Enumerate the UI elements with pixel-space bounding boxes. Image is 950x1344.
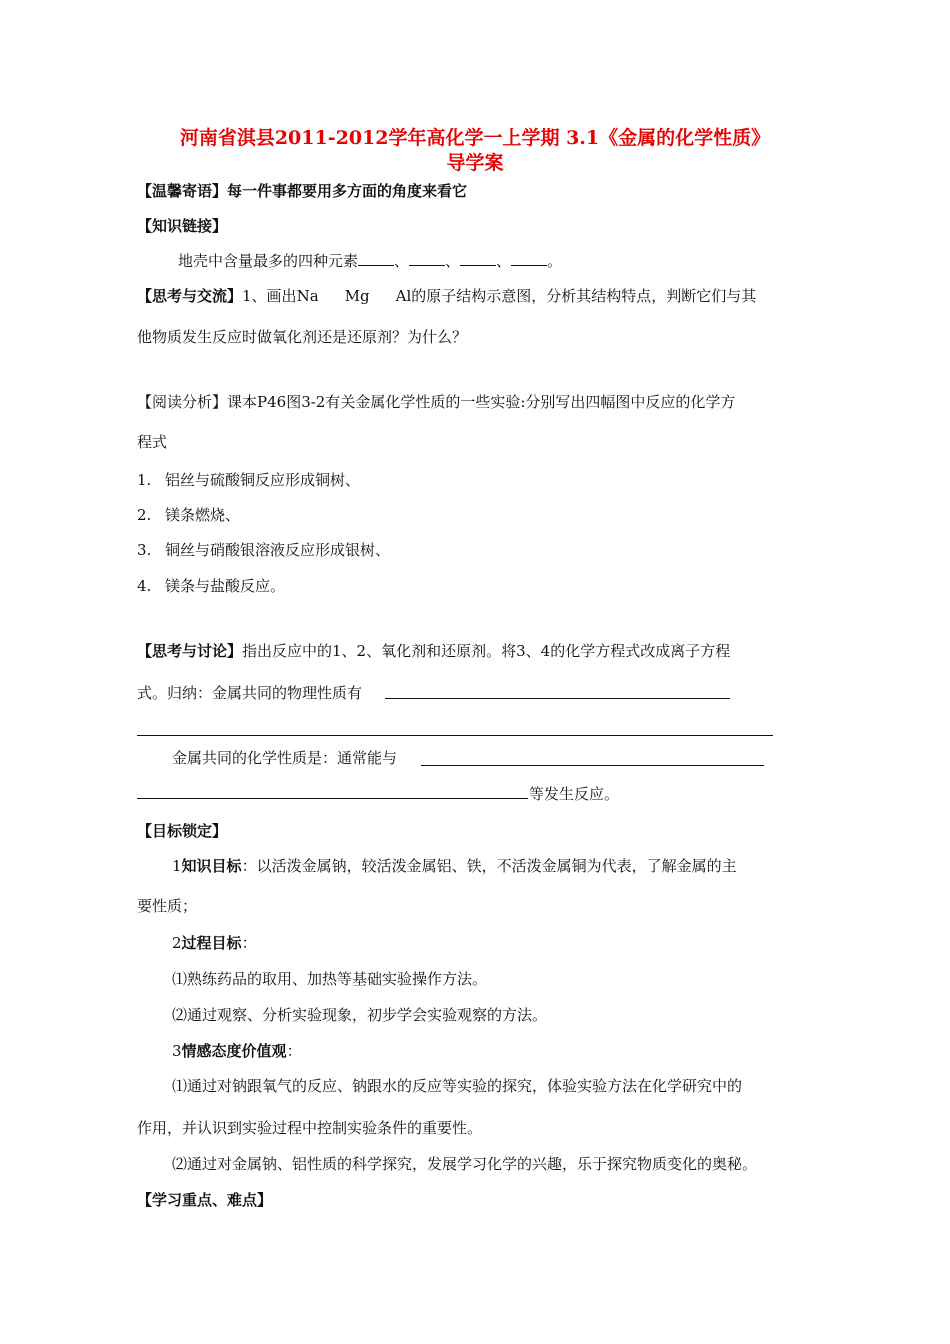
- goal-3-item-1-line2: 作用，并认识到实验过程中控制实验条件的重要性。: [137, 1119, 483, 1137]
- goal-2: [172, 933, 257, 953]
- reading-text: 课本P46图3-2有关金属化学性质的一些实验:分别写出四幅图中反应的化学方: [227, 393, 736, 411]
- separator: 、: [445, 252, 461, 270]
- key-points-heading: 【学习重点、难点】: [137, 1191, 273, 1209]
- item-number: 4.: [137, 577, 152, 595]
- chem-property-prompt: 金属共同的化学性质是：通常能与: [172, 749, 398, 767]
- reaction-item-3: [137, 540, 390, 560]
- goal-1: [172, 856, 737, 876]
- element-mg: Mg: [344, 287, 370, 305]
- knowledge-link-question: [178, 250, 562, 271]
- warm-words-label: 【温馨寄语】: [137, 182, 228, 200]
- reading-line2: 程式: [137, 433, 168, 451]
- goal-1-line2: 要性质；: [137, 897, 198, 915]
- item-text: 铜丝与硝酸银溶液反应形成银树、: [165, 541, 391, 559]
- discussion-line2: [137, 683, 362, 703]
- goal-colon: ：: [241, 934, 257, 952]
- goal-number: 2: [172, 934, 182, 952]
- goal-2-item-1: ⑴熟练药品的取用、加热等基础实验操作方法。: [172, 970, 488, 988]
- discussion-text: 指出反应中的1、2、氧化剂和还原剂。将3、4的化学方程式改成离子方程: [242, 642, 731, 660]
- think-exchange-post: 的原子结构示意图，分析其结构特点，判断它们与其: [411, 287, 757, 305]
- chem-property-end: 等发生反应。: [529, 785, 620, 803]
- physical-property-prompt: 式。归纳：金属共同的物理性质有: [137, 684, 363, 702]
- element-blank-3: [460, 250, 496, 266]
- element-blank-1: [358, 250, 394, 266]
- goal-label: 过程目标: [181, 934, 242, 952]
- goal-label: 情感态度价值观: [181, 1042, 287, 1060]
- period: 。: [547, 252, 563, 270]
- think-exchange-pre: 1、画出: [242, 287, 297, 305]
- item-number: 3.: [137, 541, 152, 559]
- reaction-item-4: [137, 576, 285, 596]
- item-number: 1.: [137, 471, 152, 489]
- reaction-item-2: [137, 505, 240, 525]
- goal-3-item-1: ⑴通过对钠跟氧气的反应、钠跟水的反应等实验的探究，体验实验方法在化学研究中的: [172, 1077, 743, 1095]
- goal-number: 1: [172, 857, 182, 875]
- element-al: Al: [395, 287, 412, 305]
- knowledge-link-prompt: 地壳中含量最多的四种元素: [178, 252, 359, 270]
- element-na: Na: [296, 287, 319, 305]
- goal-3: [172, 1041, 302, 1061]
- reading-label: 【阅读分析】: [137, 393, 228, 411]
- physical-property-blank-2: [137, 735, 773, 736]
- item-number: 2.: [137, 506, 152, 524]
- warm-words: [137, 181, 467, 201]
- separator: 、: [496, 252, 512, 270]
- knowledge-link-heading: 【知识链接】: [137, 217, 228, 235]
- physical-property-blank-1: [385, 698, 730, 699]
- item-text: 镁条燃烧、: [165, 506, 241, 524]
- reaction-item-1: [137, 470, 360, 490]
- item-text: 镁条与盐酸反应。: [165, 577, 286, 595]
- think-exchange-label: 【思考与交流】: [137, 287, 243, 305]
- reading-analysis: [137, 392, 735, 412]
- discussion: [137, 641, 730, 661]
- think-exchange: [137, 286, 756, 306]
- goal-colon: ：: [286, 1042, 302, 1060]
- goal-number: 3: [172, 1042, 182, 1060]
- think-exchange-line2: 他物质发生反应时做氧化剂还是还原剂？为什么？: [137, 328, 468, 346]
- goals-heading: 【目标锁定】: [137, 822, 228, 840]
- goal-label: 知识目标: [181, 857, 242, 875]
- doc-subtitle: 导学案: [446, 152, 504, 174]
- element-blank-2: [409, 250, 445, 266]
- item-text: 铝丝与硫酸铜反应形成铜树、: [165, 471, 361, 489]
- goal-text: ：以活泼金属钠，较活泼金属铝、铁，不活泼金属铜为代表，了解金属的主: [241, 857, 737, 875]
- goal-2-item-2: ⑵通过观察、分析实验现象，初步学会实验观察的方法。: [172, 1006, 548, 1024]
- warm-words-text: 每一件事都要用多方面的角度来看它: [227, 182, 468, 200]
- goal-3-item-2: ⑵通过对金属钠、铝性质的科学探究，发展学习化学的兴趣，乐于探究物质变化的奥秘。: [172, 1155, 758, 1173]
- element-blank-4: [511, 250, 547, 266]
- chem-property-blank-2: [137, 798, 528, 799]
- discussion-label: 【思考与讨论】: [137, 642, 243, 660]
- doc-title: 河南省淇县2011-2012学年高化学一上学期 3.1《金属的化学性质》: [179, 127, 771, 149]
- chem-property-blank-1: [421, 765, 764, 766]
- separator: 、: [394, 252, 410, 270]
